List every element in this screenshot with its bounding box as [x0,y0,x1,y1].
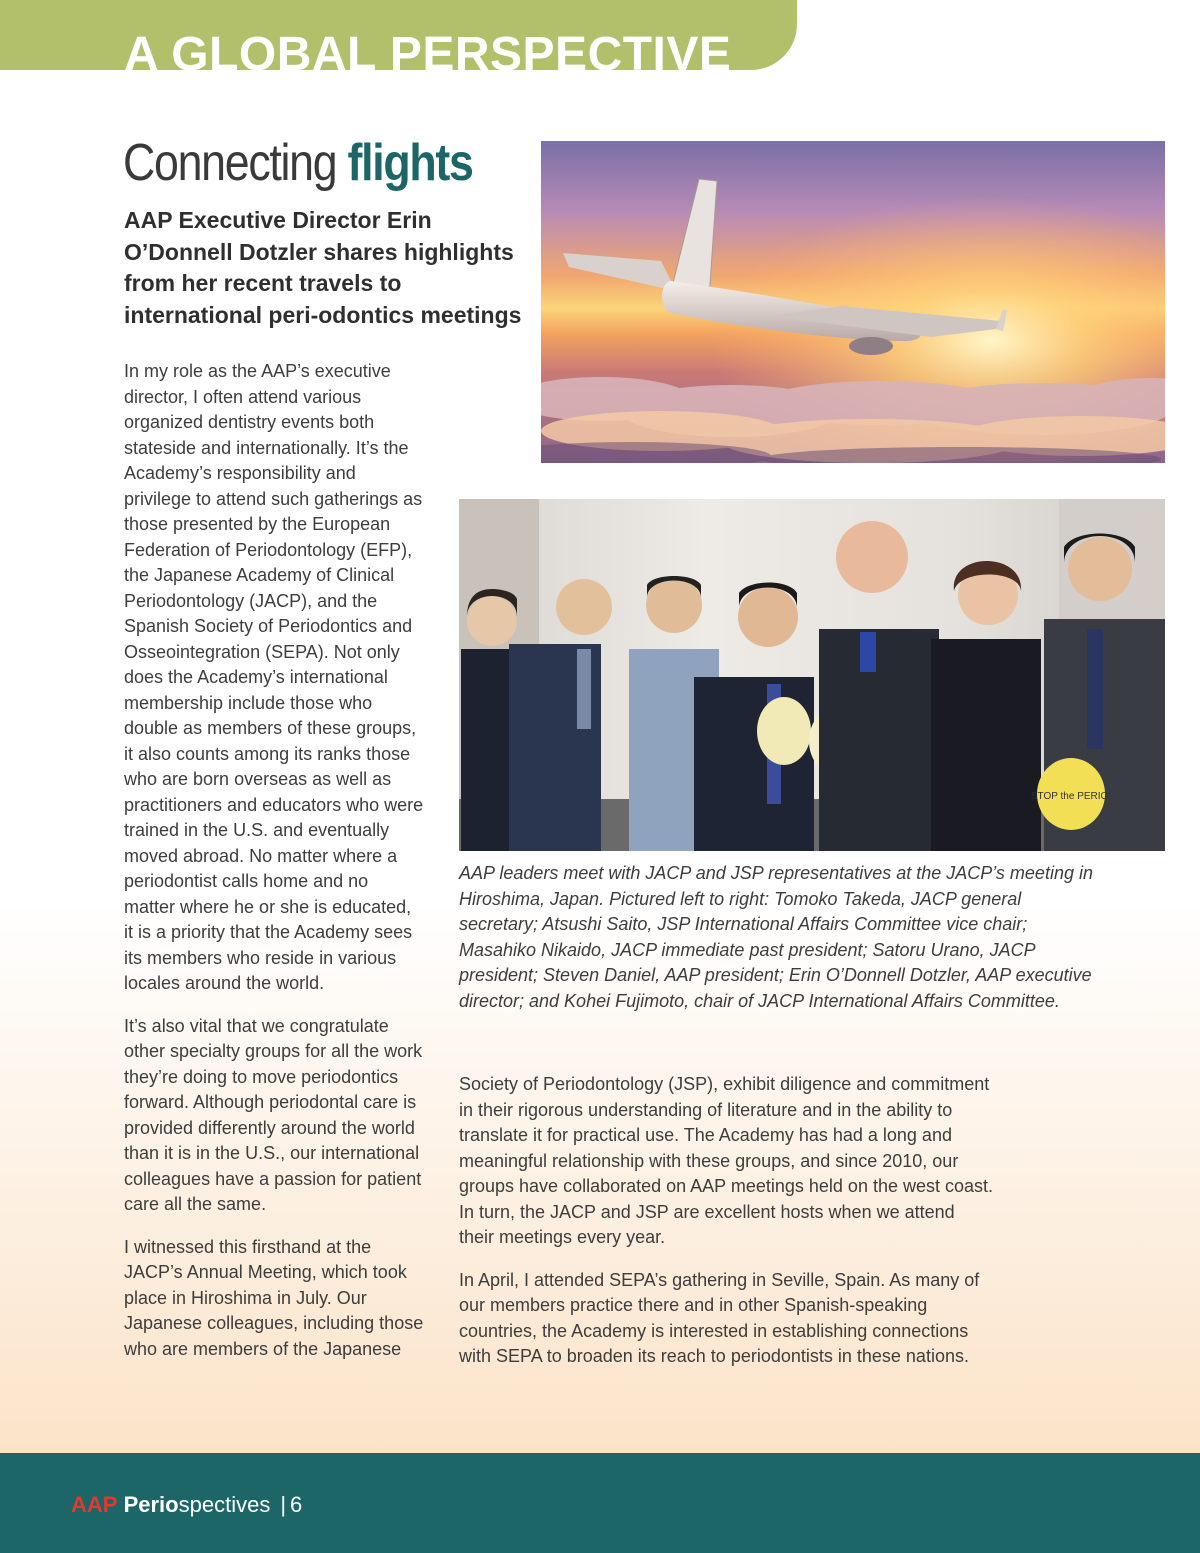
left-paragraph: It’s also vital that we congratulate other specialty groups for all the work they’re doing to move periodontics forward. Although periodontal care is provided differently around the world than it is in the U.S., our international colleagues have a passion for patient care all the same. [124,1015,423,1214]
footer-brand [71,1490,302,1520]
left-paragraph: I witnessed this firsthand at the JACP’s Annual Meeting, which took place in Hiroshima in July. Our Japanese colleagues, including those who are members of the Japanese [124,1236,424,1359]
right-column [459,1072,994,1387]
page-number: 6 [290,1492,303,1517]
section-title: A GLOBAL PERSPECTIVE [124,28,732,70]
person-figure [931,561,1041,851]
airplane-illustration [541,141,1165,463]
footer-separator: | [280,1492,287,1517]
footer-brand-aap: AAP [71,1492,118,1517]
footer-brand-perio: Perio [123,1492,179,1517]
right-paragraph: In April, I attended SEPA’s gathering in Seville, Spain. As many of our members practice there and in other Spanish-speaking countries, the Academy is interested in establishing connections with SEPA to broaden its reach to periodontists in these nations. [459,1269,980,1366]
group-photo [459,499,1165,851]
left-paragraph: In my role as the AAP’s executive director, I often attend various organized dentistry events both stateside and internationally. It’s the Academy’s responsibility and privilege to attend such gatherings as those presented by the European Federation of Periodontology (EFP), the Japanese Academy of Clinical Periodontology (JACP), and the Spanish Society of Periodontics and Osseointegration (SEPA). Not only does the Academy’s international membership include those who double as members of these groups, it also counts among its ranks those who are born overseas as well as practitioners and educators who were trained in the U.S. and eventually moved abroad. No matter where a periodontist calls home and no matter where he or she is educated, it is a priority that the Academy sees its members who reside in various locales around the world. [124,361,424,993]
headline-bold: flights [347,134,473,192]
headline-light: Connecting [123,134,337,192]
right-paragraph: Society of Periodontology (JSP), exhibit diligence and commitment in their rigorous understanding of literature and in the ability to translate it for practical use. The Academy has had a long and meaningful relationship with these groups, and since 2010, our groups have collaborated on AAP meetings held on the west coast. In turn, the JACP and JSP are excellent hosts when we attend their meetings every year. [459,1074,994,1247]
deck-subtitle: AAP Executive Director Erin O’Donnell Dotzler shares highlights from her recent travels to international peri-odontics meetings [124,207,522,328]
headline [123,128,473,198]
airplane-photo [541,141,1165,463]
footer-brand-spectives: spectives [178,1492,271,1517]
person-figure [819,521,939,851]
group-photo-illustration [459,499,1165,851]
photo-caption: AAP leaders meet with JACP and JSP representatives at the JACP’s meeting in Hiroshima, Japan. Pictured left to right: Tomoko Takeda, JACP general secretary; Atsushi Saito, JSP International Affairs Committee vice chair; Masahiko Nikaido, JACP immediate past president; Satoru Urano, JACP president; Steven Daniel, AAP president; Erin O’Donnell Dotzler, AAP executive director; and Kohei Fujimoto, chair of JACP International Affairs Committee. [459,863,1093,1011]
fan-text: STOP the PERIO! [1030,791,1112,802]
left-column [124,359,424,1379]
